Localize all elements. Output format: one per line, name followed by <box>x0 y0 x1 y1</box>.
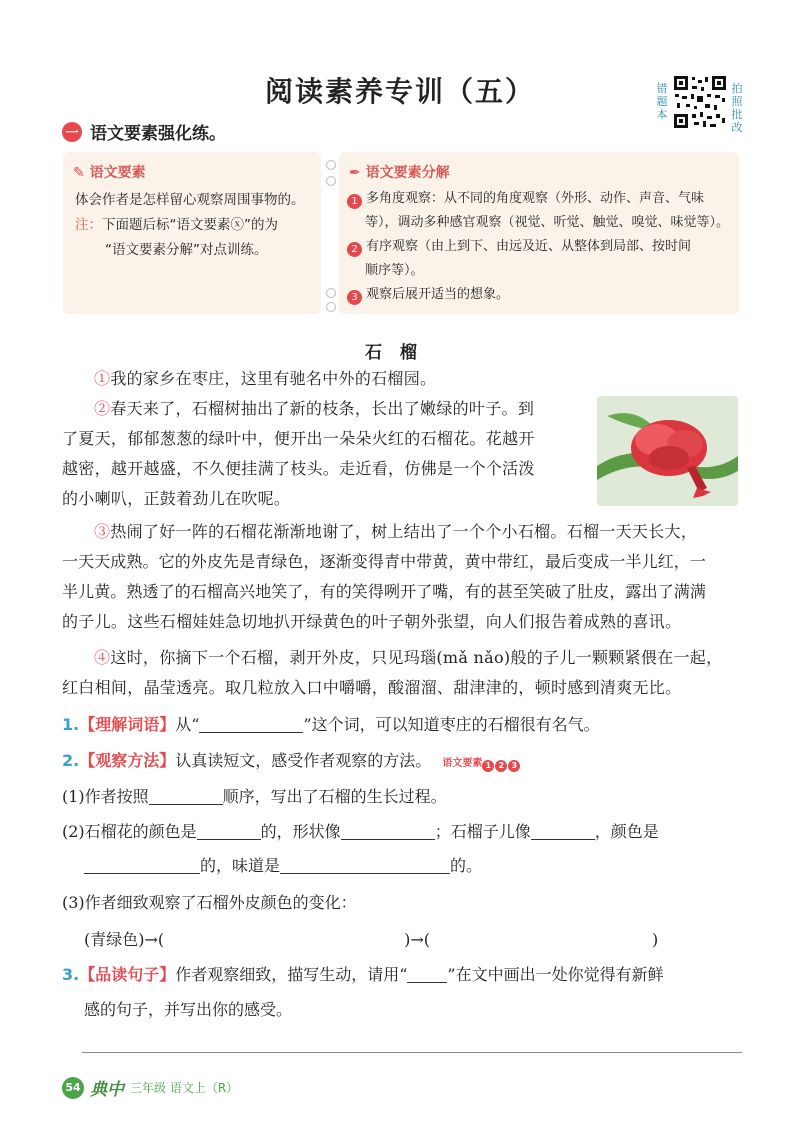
question-1: 1.【理解词语】从“ ”这个词，可以知道枣庄的石榴很有名气。 <box>62 715 600 734</box>
question-3: 3.【品读句子】作者观察细致，描写生动，请用“ ”在文中画出一处你觉得有新鲜 <box>62 965 664 984</box>
question-2-1: (1)作者按照 顺序，写出了石榴的生长过程。 <box>62 787 447 806</box>
answer-blank[interactable] <box>197 821 261 840</box>
story-paragraph-1: ①我的家乡在枣庄，这里有驰名中外的石榴园。 <box>94 369 437 388</box>
pen-icon: ✒ <box>349 165 361 181</box>
question-2-2-cont: 的，味道是 的。 <box>84 851 784 881</box>
answer-blank[interactable] <box>280 855 450 874</box>
answer-line[interactable] <box>82 1052 742 1053</box>
page-footer <box>62 1075 238 1100</box>
answer-blank[interactable] <box>341 821 435 840</box>
story-paragraph-4-line-1: ④这时，你摘下一个石榴，剥开外皮，只见玛瑙(mǎ nǎo)般的子儿一颗颗紧偎在一起， <box>94 648 723 667</box>
binder-ring <box>326 288 336 298</box>
qr-code-icon[interactable] <box>672 74 728 130</box>
panel-element-breakdown <box>339 152 739 314</box>
page-title: 阅读素养专训（五） <box>264 75 535 108</box>
section-heading <box>62 119 226 144</box>
question-3-cont: 感的句子，并写出你的感受。 <box>84 1000 293 1019</box>
story-paragraph-2-line-1: ②春天来了，石榴树抽出了新的枝条，长出了嫩绿的叶子。到 <box>94 399 535 418</box>
panel-left-title: ✎ 语文要素 <box>73 165 146 181</box>
underline-sample <box>407 964 447 983</box>
breakdown-item-1-cont: 等），调动多种感官观察（视觉、听觉、触觉、嗅觉、味觉等）。 <box>365 215 730 230</box>
breakdown-item-3: 3 观察后展开适当的想象。 <box>347 282 739 307</box>
story-paragraph-3-line-2: 一天天成熟。它的外皮先是青绿色，逐渐变得青中带黄，黄中带红，最后变成一半儿红，一 <box>62 552 707 571</box>
pomegranate-flower-image <box>597 396 738 506</box>
brand-logo: 典中 <box>90 1080 124 1100</box>
question-2-3: (3)作者细致观察了石榴外皮颜色的变化： <box>62 893 357 912</box>
story-paragraph-2-line-4: 的小喇叭，正鼓着劲儿在吹呢。 <box>62 489 291 508</box>
question-2-2: (2)石榴花的颜色是 的，形状像 ；石榴子儿像 ，颜色是 <box>62 822 659 841</box>
panel-left-note-2: “语文要素分解”对点训练。 <box>105 242 268 258</box>
grade-label: 三年级 语文上（R） <box>130 1081 239 1095</box>
question-2: 2.【观察方法】认真读短文，感受作者观察的方法。 语文要素 1 2 3 <box>62 746 762 779</box>
panel-left-body: 体会作者是怎样留心观察周围事物的。 <box>75 192 305 208</box>
binder-ring <box>326 160 336 170</box>
pencil-icon: ✎ <box>73 165 85 181</box>
panel-left-note-1: 注：下面题后标“语文要素ⓧ”的为 <box>75 217 278 233</box>
binder-ring <box>326 302 336 312</box>
section-badge: 一 <box>62 122 82 142</box>
panel-right-title: ✒ 语文要素分解 <box>349 165 450 181</box>
binder-ring <box>326 176 336 186</box>
qr-right-label: 拍照批改 <box>731 82 743 134</box>
answer-blank[interactable] <box>531 821 595 840</box>
story-paragraph-3-line-4: 的子儿。这些石榴娃娃急切地扒开绿黄色的叶子朝外张望，向人们报告着成熟的喜讯。 <box>62 612 682 631</box>
story-title: 石榴 <box>365 343 435 363</box>
story-paragraph-4-line-2: 红白相间，晶莹透亮。取几粒放入口中嚼嚼，酸溜溜、甜津津的，顿时感到清爽无比。 <box>62 678 682 697</box>
language-element-tag: 语文要素 1 2 3 <box>442 758 521 769</box>
question-2-3-chain: (青绿色)→( )→( ) <box>84 930 659 949</box>
story-paragraph-2-line-3: 越密，越开越盛，不久便挂满了枝头。走近看，仿佛是一个个活泼 <box>62 459 535 478</box>
panel-language-element <box>63 152 321 314</box>
page-number: 54 <box>62 1077 84 1099</box>
breakdown-item-2: 2 有序观察（由上到下、由远及近、从整体到局部、按时间 <box>347 234 739 259</box>
qr-left-label: 错题本 <box>656 82 668 121</box>
answer-blank[interactable] <box>149 786 223 805</box>
answer-blank[interactable] <box>199 714 303 733</box>
breakdown-item-2-cont: 顺序等）。 <box>365 263 424 278</box>
story-paragraph-3-line-1: ③热闹了好一阵的石榴花渐渐地谢了，树上结出了一个个小石榴。石榴一天天长大， <box>94 522 698 541</box>
section-heading-text: 语文要素强化练。 <box>90 124 226 144</box>
story-paragraph-3-line-3: 半儿黄。熟透了的石榴高兴地笑了，有的笑得咧开了嘴，有的甚至笑破了肚皮，露出了满满 <box>62 582 707 601</box>
answer-blank[interactable] <box>84 855 200 874</box>
breakdown-item-1: 1 多角度观察：从不同的角度观察（外形、动作、声音、气味 <box>347 186 739 211</box>
story-paragraph-2-line-2: 了夏天，郁郁葱葱的绿叶中，便开出一朵朵火红的石榴花。花越开 <box>62 429 535 448</box>
